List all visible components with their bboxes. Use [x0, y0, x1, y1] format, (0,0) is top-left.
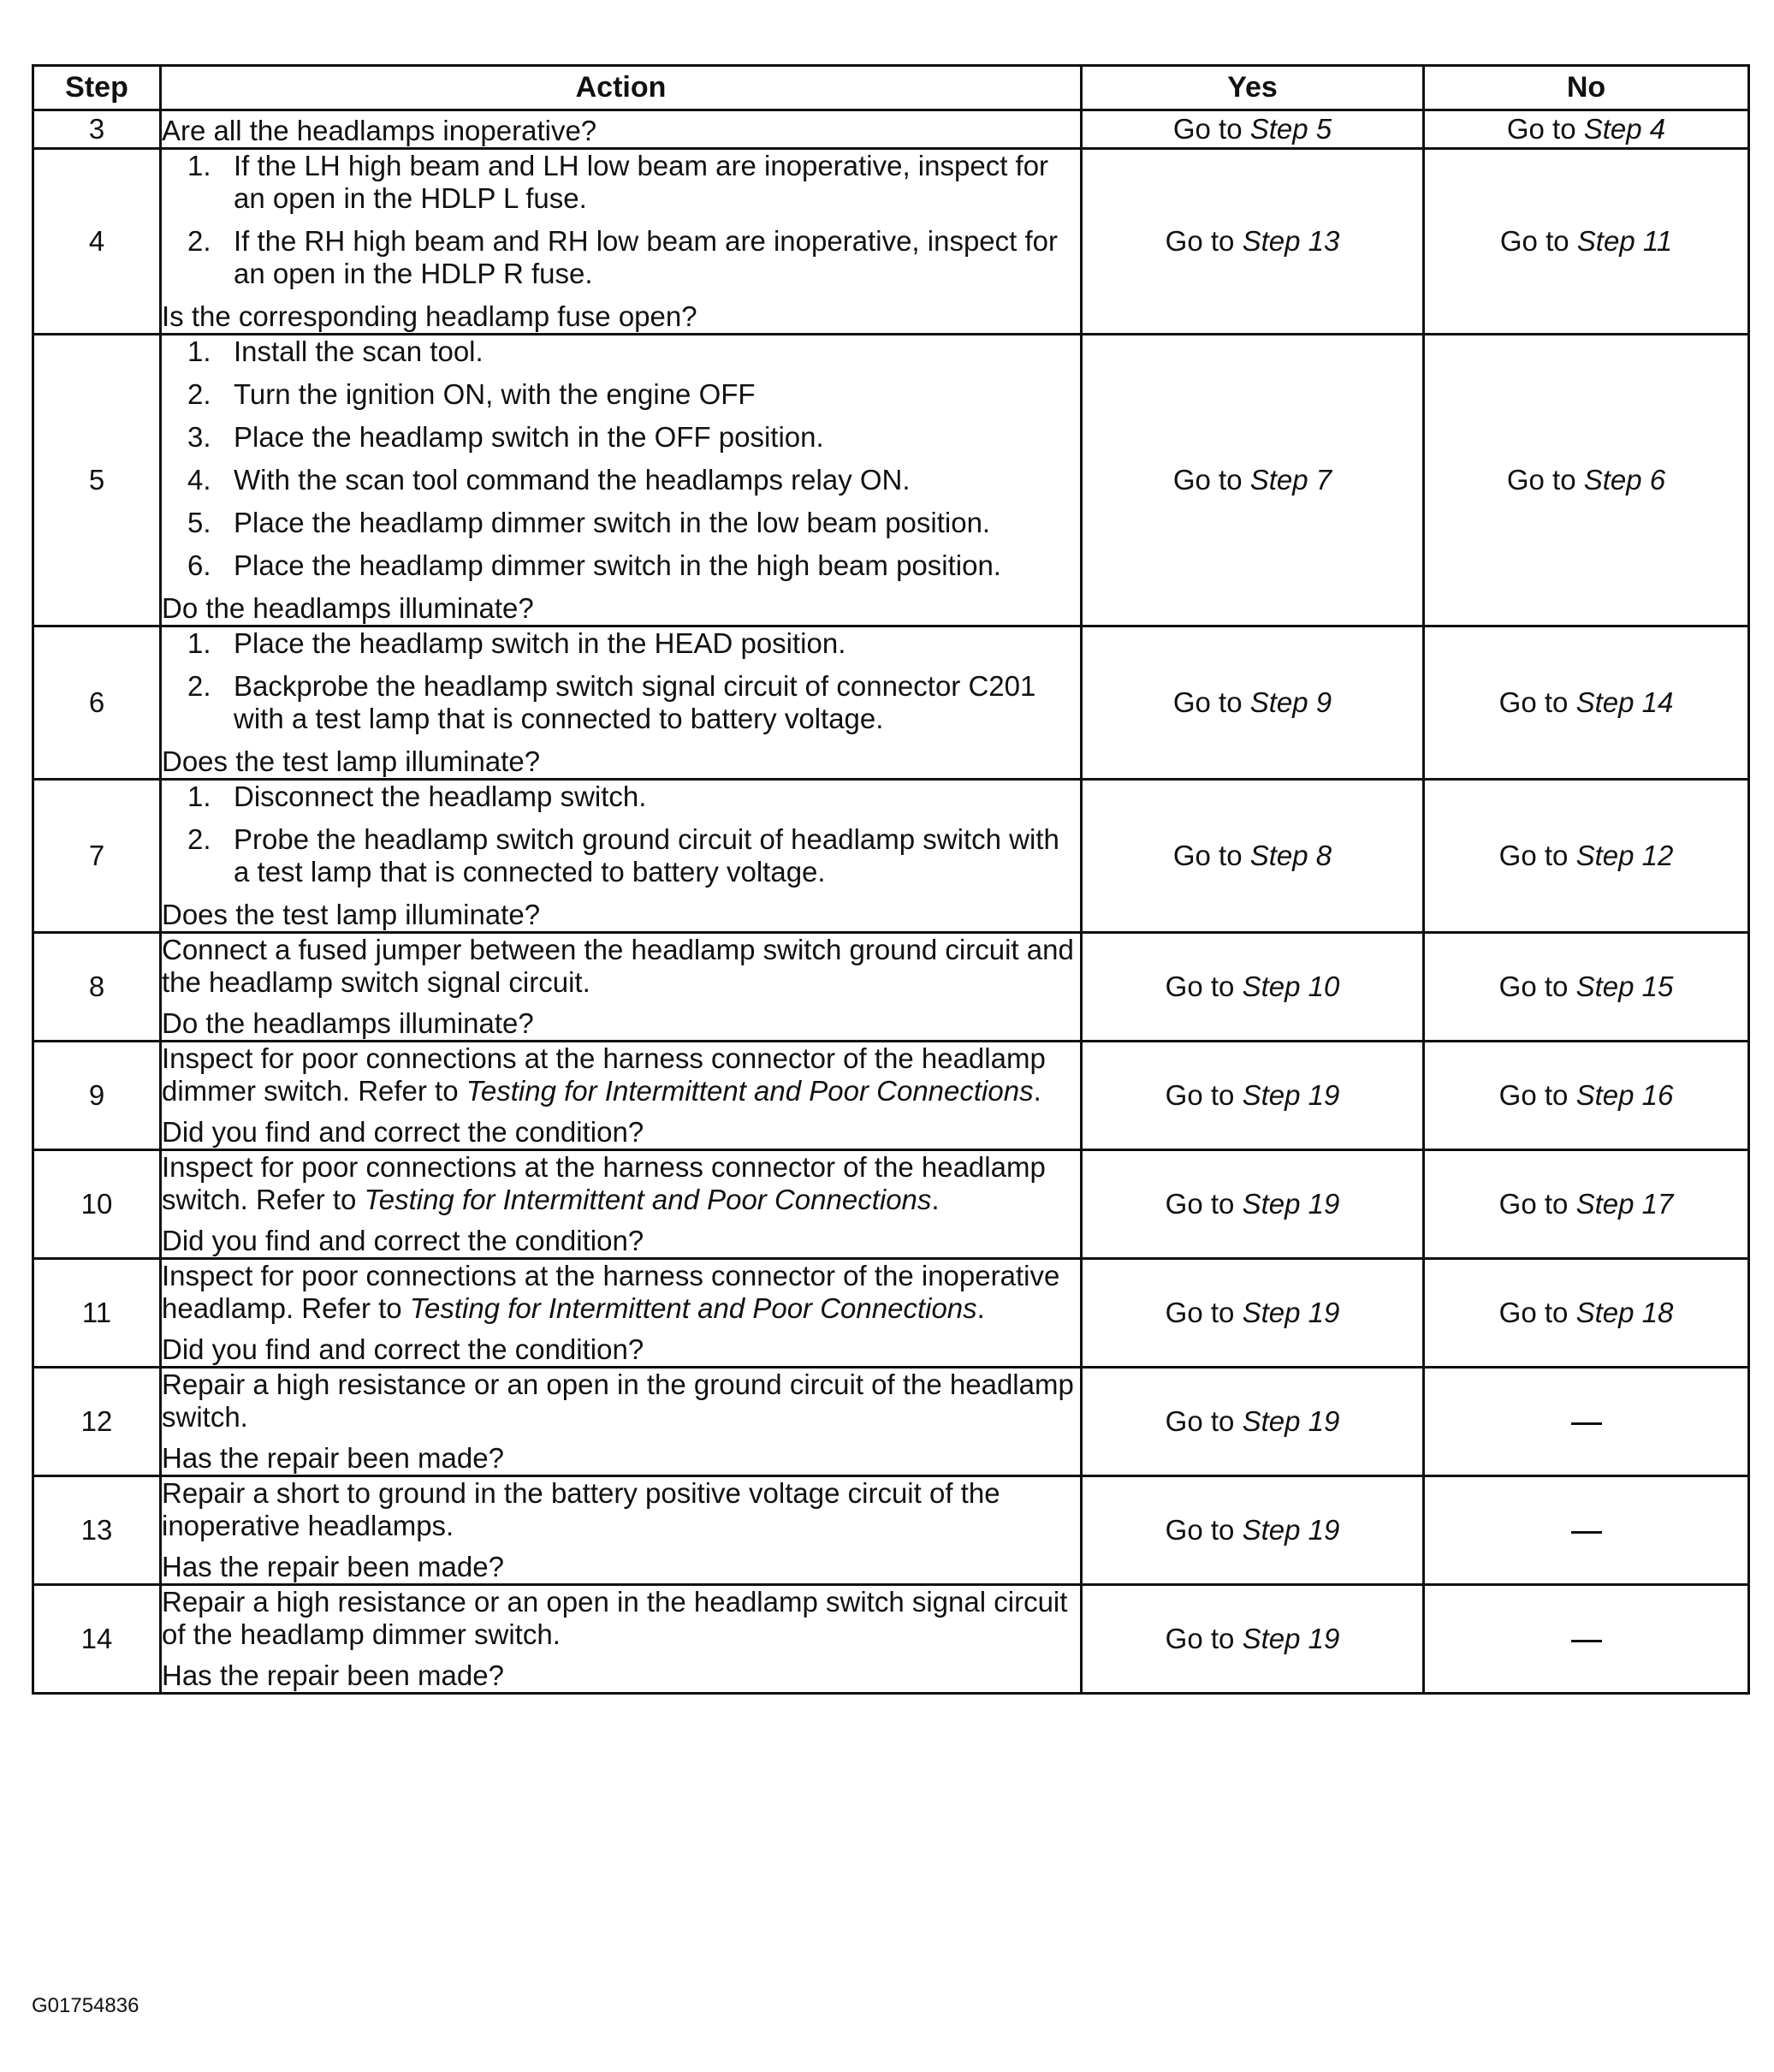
procedure-item — [162, 421, 1080, 454]
no-step-link[interactable]: Step 18 — [1575, 1297, 1674, 1328]
yes-step-link[interactable]: Step 9 — [1249, 686, 1332, 718]
yes-cell — [1082, 780, 1424, 933]
action-question: Has the repair been made? — [162, 1551, 504, 1582]
procedure-item — [162, 150, 1080, 215]
action-cell — [161, 335, 1082, 626]
yes-prefix: Go to — [1172, 840, 1243, 871]
action-cell — [161, 933, 1082, 1042]
table-row — [33, 110, 1749, 149]
step-number: 9 — [33, 1042, 161, 1150]
step-number: 13 — [33, 1476, 161, 1585]
action-cell — [161, 149, 1082, 335]
procedure-list — [162, 781, 1080, 888]
diagnostic-table — [32, 64, 1750, 1695]
yes-prefix: Go to — [1172, 686, 1243, 718]
no-cell — [1424, 780, 1749, 933]
yes-prefix: Go to — [1165, 1405, 1235, 1437]
yes-step-link[interactable]: Step 19 — [1242, 1188, 1340, 1220]
yes-cell — [1082, 1259, 1424, 1368]
action-question: Do the headlamps illuminate? — [162, 592, 534, 624]
procedure-item-text: Place the headlamp dimmer switch in the high beam position. — [234, 549, 1001, 581]
procedure-item-text: Place the headlamp switch in the OFF position. — [234, 421, 824, 453]
procedure-item — [162, 464, 1080, 496]
no-step-link[interactable]: Step 17 — [1575, 1188, 1674, 1220]
action-question: Does the test lamp illuminate? — [162, 899, 541, 930]
yes-prefix: Go to — [1172, 113, 1243, 145]
step-number: 7 — [33, 780, 161, 933]
yes-cell — [1082, 1042, 1424, 1150]
procedure-item-number: 1. — [187, 781, 211, 812]
yes-cell — [1082, 1150, 1424, 1259]
action-question: Did you find and correct the condition? — [162, 1333, 644, 1365]
action-cell — [161, 1259, 1082, 1368]
procedure-list — [162, 150, 1080, 290]
yes-prefix: Go to — [1165, 1514, 1235, 1546]
procedure-item-text: Disconnect the headlamp switch. — [234, 781, 647, 812]
procedure-item — [162, 670, 1080, 735]
action-text-body: Connect a fused jumper between the headlamp switch ground circuit and the headlamp switch signal circuit. — [162, 934, 1074, 998]
yes-step-link[interactable]: Step 19 — [1242, 1079, 1340, 1111]
step-number: 8 — [33, 933, 161, 1042]
no-prefix: Go to — [1498, 1079, 1569, 1111]
yes-prefix: Go to — [1165, 971, 1235, 1002]
procedure-item-text: Probe the headlamp switch ground circuit of headlamp switch with a test lamp that is connected to battery voltage. — [234, 823, 1059, 888]
action-question: Has the repair been made? — [162, 1659, 504, 1691]
table-row — [33, 1042, 1749, 1150]
yes-cell — [1082, 1368, 1424, 1476]
procedure-item — [162, 627, 1080, 660]
procedure-item-text: With the scan tool command the headlamps relay ON. — [234, 464, 911, 496]
procedure-item-number: 4. — [187, 464, 211, 496]
no-prefix: Go to — [1498, 686, 1569, 718]
procedure-item — [162, 378, 1080, 411]
no-cell — [1424, 335, 1749, 626]
procedure-item-text: Backprobe the headlamp switch signal circuit of connector C201 with a test lamp that is connected to battery voltage. — [234, 670, 1036, 734]
action-text-body: Repair a short to ground in the battery positive voltage circuit of the inoperative headlamps. — [162, 1477, 1000, 1541]
no-cell — [1424, 626, 1749, 780]
no-prefix: Go to — [1498, 840, 1569, 871]
no-prefix: Go to — [1499, 225, 1569, 257]
action-cell — [161, 780, 1082, 933]
table-row — [33, 149, 1749, 335]
header-no: No — [1424, 66, 1749, 110]
header-yes: Yes — [1082, 66, 1424, 110]
no-step-link[interactable]: Step 12 — [1575, 840, 1674, 871]
procedure-item-number: 6. — [187, 549, 211, 581]
action-text — [162, 1586, 1080, 1651]
yes-prefix: Go to — [1165, 1623, 1235, 1654]
procedure-item — [162, 549, 1080, 582]
table-row — [33, 933, 1749, 1042]
procedure-item-text: Place the headlamp switch in the HEAD position. — [234, 627, 846, 659]
no-cell — [1424, 1585, 1749, 1694]
procedure-item-number: 1. — [187, 335, 211, 367]
step-number: 3 — [33, 110, 161, 149]
yes-prefix: Go to — [1172, 464, 1243, 496]
yes-step-link[interactable]: Step 19 — [1242, 1623, 1340, 1654]
step-number: 4 — [33, 149, 161, 335]
dash-mark — [1571, 1640, 1602, 1642]
table-row — [33, 780, 1749, 933]
procedure-item-text: If the LH high beam and LH low beam are inoperative, inspect for an open in the HDLP L fuse. — [234, 150, 1049, 214]
action-cell — [161, 1150, 1082, 1259]
procedure-item-text: Turn the ignition ON, with the engine OFF — [234, 378, 756, 410]
no-cell — [1424, 1259, 1749, 1368]
no-step-link[interactable]: Step 15 — [1575, 971, 1674, 1002]
no-cell — [1424, 1368, 1749, 1476]
no-cell — [1424, 110, 1749, 149]
action-text: Inspect for poor connections at the harness connector of the headlamp dimmer switch. Refer to Testing for Intermittent and Poor Connections. — [162, 1042, 1046, 1107]
yes-cell — [1082, 933, 1424, 1042]
no-step-link[interactable]: Step 16 — [1575, 1079, 1674, 1111]
action-cell — [161, 1476, 1082, 1585]
step-number: 14 — [33, 1585, 161, 1694]
action-text — [162, 934, 1080, 999]
table-row — [33, 335, 1749, 626]
no-cell — [1424, 1042, 1749, 1150]
procedure-item-number: 2. — [187, 670, 211, 702]
figure-id: G01754836 — [32, 1994, 139, 2017]
table-row — [33, 1585, 1749, 1694]
header-step: Step — [33, 66, 161, 110]
yes-prefix: Go to — [1165, 1297, 1235, 1328]
yes-cell — [1082, 1476, 1424, 1585]
action-text-body: Inspect for poor connections at the harness connector of the headlamp switch. Refer to — [162, 1151, 1046, 1215]
procedure-item-number: 1. — [187, 150, 211, 181]
action-text-body: Repair a high resistance or an open in the ground circuit of the headlamp switch. — [162, 1368, 1074, 1433]
yes-cell — [1082, 626, 1424, 780]
yes-cell — [1082, 149, 1424, 335]
yes-step-link[interactable]: Step 19 — [1242, 1514, 1340, 1546]
procedure-item-number: 2. — [187, 378, 211, 410]
no-prefix: Go to — [1498, 971, 1569, 1002]
action-cell — [161, 1368, 1082, 1476]
no-step-link[interactable]: Step 11 — [1576, 225, 1673, 257]
action-question: Does the test lamp illuminate? — [162, 745, 541, 777]
reference-link[interactable]: Testing for Intermittent and Poor Connections — [409, 1292, 977, 1324]
step-number: 6 — [33, 626, 161, 780]
header-action: Action — [161, 66, 1082, 110]
action-question: Is the corresponding headlamp fuse open? — [162, 300, 697, 332]
table-row — [33, 1259, 1749, 1368]
yes-step-link[interactable]: Step 13 — [1242, 225, 1340, 257]
table-row — [33, 1150, 1749, 1259]
dash-mark — [1571, 1422, 1602, 1425]
procedure-list — [162, 335, 1080, 582]
yes-prefix: Go to — [1165, 1079, 1235, 1111]
action-text: Inspect for poor connections at the harness connector of the headlamp switch. Refer to Testing for Intermittent and Poor Connections. — [162, 1151, 1046, 1215]
yes-step-link[interactable]: Step 19 — [1242, 1405, 1340, 1437]
yes-step-link[interactable]: Step 10 — [1242, 971, 1340, 1002]
table-row — [33, 1368, 1749, 1476]
action-text-body: Inspect for poor connections at the harness connector of the headlamp dimmer switch. Refer to — [162, 1042, 1046, 1107]
no-cell — [1424, 149, 1749, 335]
table-header-row — [33, 66, 1749, 110]
action-text-body: Inspect for poor connections at the harness connector of the inoperative headlamp. Refer to — [162, 1260, 1060, 1324]
action-question: Has the repair been made? — [162, 1442, 504, 1474]
procedure-item-text: Place the headlamp dimmer switch in the low beam position. — [234, 507, 991, 538]
action-text: Inspect for poor connections at the harness connector of the inoperative headlamp. Refer to Testing for Intermittent and Poor Connections. — [162, 1260, 1060, 1324]
action-question: Do the headlamps illuminate? — [162, 1007, 534, 1039]
procedure-item-number: 5. — [187, 507, 211, 538]
action-question: Did you find and correct the condition? — [162, 1225, 644, 1256]
reference-link[interactable]: Testing for Intermittent and Poor Connections — [466, 1075, 1034, 1107]
procedure-item-number: 3. — [187, 421, 211, 453]
action-cell — [161, 1042, 1082, 1150]
procedure-item — [162, 823, 1080, 888]
yes-cell — [1082, 1585, 1424, 1694]
procedure-item-text: Install the scan tool. — [234, 335, 484, 367]
yes-step-link[interactable]: Step 8 — [1249, 840, 1332, 871]
table-body — [33, 110, 1749, 1694]
action-question: Are all the headlamps inoperative? — [162, 115, 597, 146]
step-number: 12 — [33, 1368, 161, 1476]
no-prefix: Go to — [1498, 1297, 1569, 1328]
action-text — [162, 1368, 1080, 1434]
no-cell — [1424, 933, 1749, 1042]
procedure-item — [162, 335, 1080, 368]
no-step-link[interactable]: Step 4 — [1583, 113, 1666, 145]
dash-mark — [1571, 1531, 1602, 1534]
yes-prefix: Go to — [1165, 1188, 1235, 1220]
yes-prefix: Go to — [1165, 225, 1235, 257]
no-step-link[interactable]: Step 14 — [1575, 686, 1674, 718]
action-cell — [161, 110, 1082, 149]
table-row — [33, 626, 1749, 780]
reference-link[interactable]: Testing for Intermittent and Poor Connections — [364, 1184, 932, 1215]
procedure-item-number: 2. — [187, 225, 211, 257]
action-question: Did you find and correct the condition? — [162, 1116, 644, 1148]
yes-step-link[interactable]: Step 5 — [1249, 113, 1332, 145]
yes-step-link[interactable]: Step 19 — [1242, 1297, 1340, 1328]
action-text — [162, 1477, 1080, 1542]
procedure-list — [162, 627, 1080, 735]
yes-step-link[interactable]: Step 7 — [1249, 464, 1332, 496]
no-prefix: Go to — [1506, 113, 1576, 145]
no-step-link[interactable]: Step 6 — [1583, 464, 1666, 496]
step-number: 10 — [33, 1150, 161, 1259]
action-cell — [161, 626, 1082, 780]
procedure-item — [162, 507, 1080, 539]
action-cell — [161, 1585, 1082, 1694]
no-prefix: Go to — [1506, 464, 1576, 496]
yes-cell — [1082, 110, 1424, 149]
procedure-item — [162, 225, 1080, 290]
procedure-item-number: 2. — [187, 823, 211, 855]
table-row — [33, 1476, 1749, 1585]
procedure-item-number: 1. — [187, 627, 211, 659]
no-cell — [1424, 1476, 1749, 1585]
step-number: 11 — [33, 1259, 161, 1368]
procedure-item — [162, 781, 1080, 813]
yes-cell — [1082, 335, 1424, 626]
no-cell — [1424, 1150, 1749, 1259]
step-number: 5 — [33, 335, 161, 626]
action-text-body: Repair a high resistance or an open in the headlamp switch signal circuit of the headlamp dimmer switch. — [162, 1586, 1068, 1650]
no-prefix: Go to — [1498, 1188, 1569, 1220]
procedure-item-text: If the RH high beam and RH low beam are inoperative, inspect for an open in the HDLP R fuse. — [234, 225, 1058, 289]
